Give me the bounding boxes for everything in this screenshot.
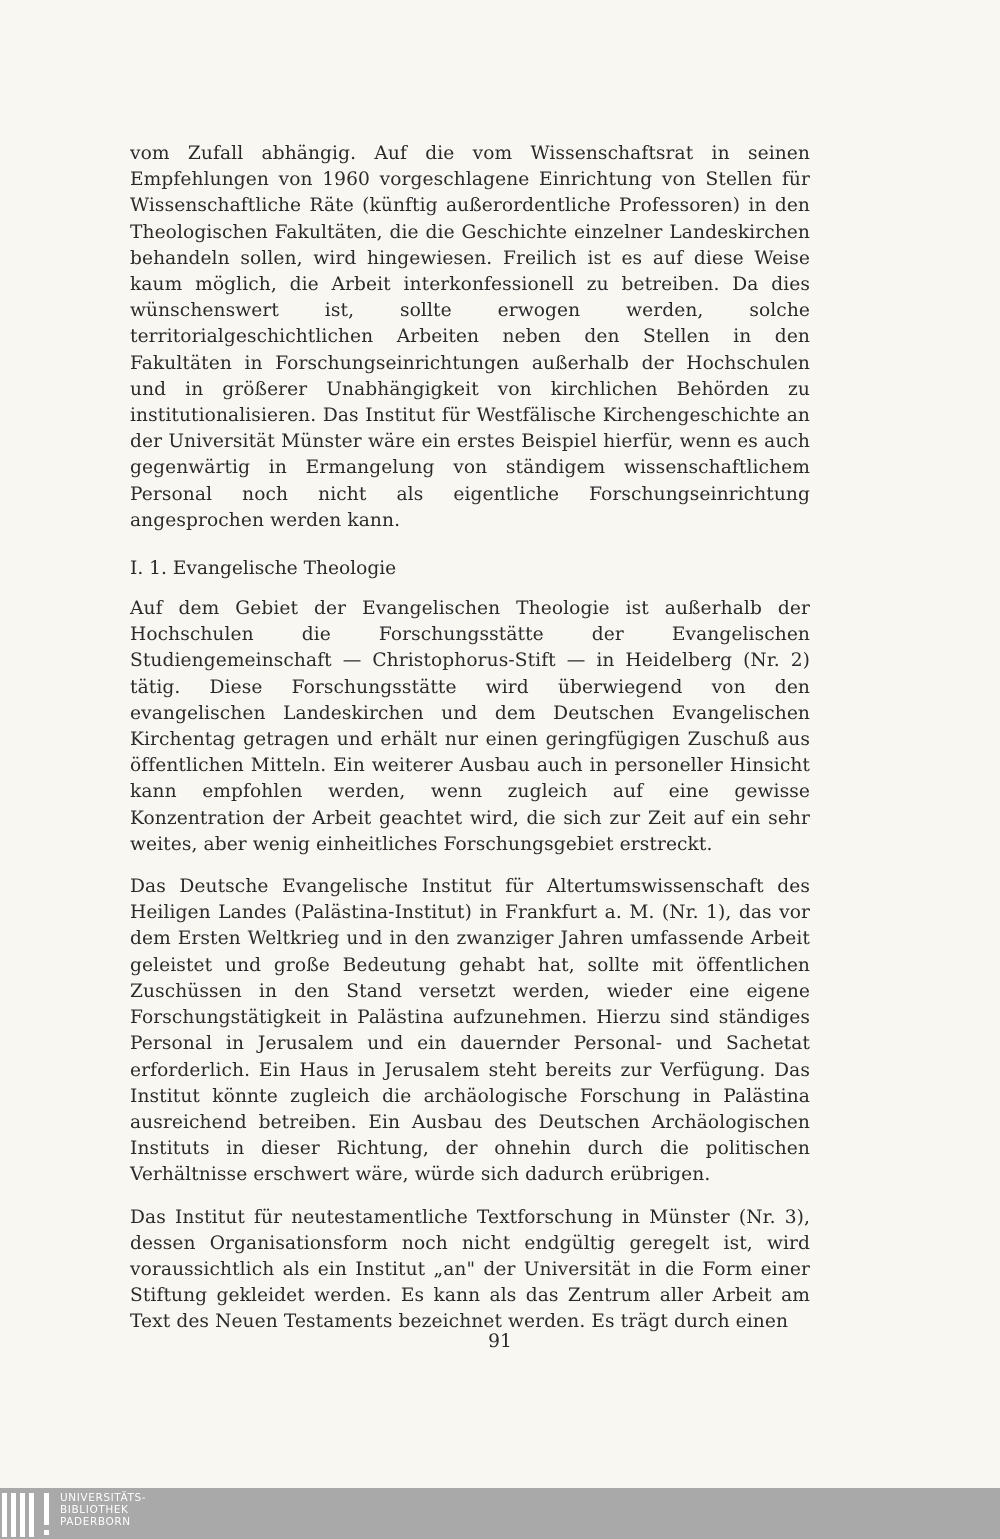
body-text [130, 141, 810, 1336]
paragraph-palaestina-institut: Das Deutsche Evangelische Institut für Altertumswissenschaft des Heiligen Landes (Palästina-Institut) in Frankfurt a. M. (Nr. 1), das vor dem Ersten Weltkrieg und in den zwanziger Jahren umfassende Arbeit geleistet und große Bedeutung gehabt hat, sollte mit öffentlichen Zuschüssen in den Stand versetzt werden, wieder eine eigene Forschungstätigkeit in Palästina aufzunehmen. Hierzu sind ständiges Personal in Jerusalem und ein dauernder Personal- und Sachetat erforderlich. Ein Haus in Jerusalem steht bereits zur Verfügung. Das Institut könnte zugleich die archäologische Forschung in Palästina ausreichend betreiben. Ein Ausbau des Deutschen Archäologischen Instituts in dieser Richtung, der ohnehin durch die politischen Verhältnisse erschwert wäre, würde sich dadurch erübrigen. [130, 876, 810, 1186]
paragraph-textforschung: Das Institut für neutestamentliche Textforschung in Münster (Nr. 3), dessen Organisationsform noch nicht endgültig geregelt ist, wird voraussichtlich als ein Institut „an" der Universität in die Form einer Stiftung gekleidet werden. Es kann als das Zentrum aller Arbeit am Text des Neuen Testaments bezeichnet werden. Es trägt durch einen [130, 1206, 810, 1333]
library-logo-icon [2, 1493, 56, 1537]
logo-line-2: BIBLIOTHEK [60, 1504, 129, 1516]
paragraph-intro: vom Zufall abhängig. Auf die vom Wissenschaftsrat in seinen Empfehlungen von 1960 vorgeschlagene Einrichtung von Stellen für Wissenschaftliche Räte (künftig außerordentliche Professoren) in den Theologischen Fakultäten, die die Geschichte einzelner Landeskirchen behandeln sollen, wird hingewiesen. Freilich ist es auf diese Weise kaum möglich, die Arbeit interkonfessionell zu betreiben. Da dies wünschenswert ist, sollte erwogen werden, solche territorialgeschichtlichen Arbeiten neben den Stellen in den Fakultäten in Forschungseinrichtungen außerhalb der Hochschulen und in größerer Unabhängigkeit von kirchlichen Behörden zu institutionalisieren. Das Institut für Westfälische Kirchengeschichte an der Universität Münster wäre ein erstes Beispiel hierfür, wenn es auch gegenwärtig in Ermangelung von ständigem wissenschaftlichem Personal noch nicht als eigentliche Forschungseinrichtung angesprochen werden kann. [130, 143, 810, 531]
page-number: 91 [488, 1331, 512, 1352]
logo-line-3: PADERBORN [60, 1516, 131, 1528]
section-heading: I. 1. Evangelische Theologie [130, 558, 397, 580]
paragraph-evangelische-theologie: Auf dem Gebiet der Evangelischen Theologie ist außerhalb der Hochschulen die Forschungsstätte der Evangelischen Studiengemeinschaft — Christophorus-Stift — in Heidelberg (Nr. 2) tätig. Diese Forschungsstätte wird überwiegend von den evangelischen Landeskirchen und dem Deutschen Evangelischen Kirchentag getragen und erhält nur einen geringfügigen Zuschuß aus öffentlichen Mitteln. Ein weiterer Ausbau auch in personeller Hinsicht kann empfohlen werden, wenn zugleich auf eine gewisse Konzentration der Arbeit geachtet wird, die sich zur Zeit auf ein sehr weites, aber wenig einheitliches Forschungsgebiet erstreckt. [130, 598, 810, 855]
logo-line-1: UNIVERSITÄTS- [60, 1492, 147, 1504]
footer-bar [0, 1488, 1000, 1539]
library-logo-text [60, 1492, 146, 1528]
